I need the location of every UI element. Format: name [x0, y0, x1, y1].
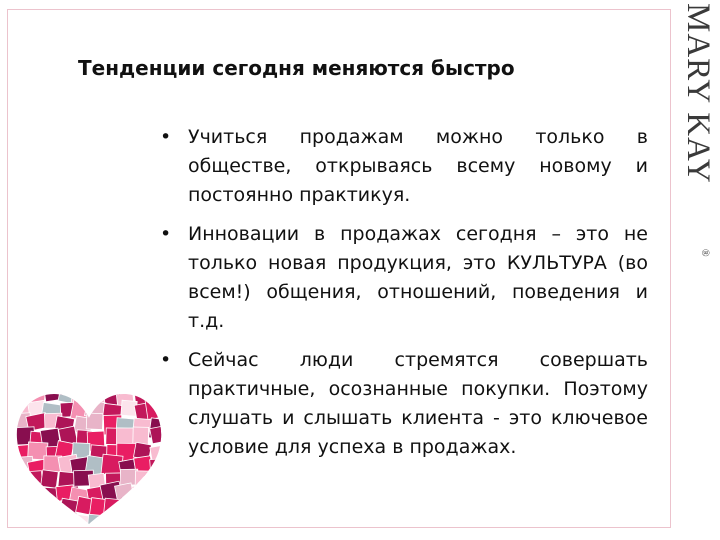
heart-tile	[86, 413, 103, 429]
heart-tile	[46, 501, 64, 517]
heart-mosaic-graphic	[14, 388, 164, 528]
heart-tile	[147, 498, 163, 513]
heart-tile	[116, 513, 140, 528]
heart-tile	[14, 388, 30, 404]
heart-tile	[135, 471, 151, 488]
heart-tile	[150, 511, 164, 528]
brand-logo-mark: ®	[699, 249, 710, 257]
heart-tile	[103, 498, 125, 518]
heart-tile	[145, 398, 164, 419]
heart-tile	[87, 514, 107, 528]
bullet-list	[148, 123, 648, 472]
heart-tile	[41, 470, 59, 488]
bullet-marker: •	[160, 126, 172, 148]
heart-tile	[14, 469, 31, 489]
bullet-text: Учиться продажам можно только в обществе, открываясь всему новому и постоянно практикуя.	[188, 126, 648, 206]
heart-tile	[148, 388, 164, 402]
brand-logo-graphic	[678, 0, 720, 262]
heart-tile	[15, 496, 39, 518]
heart-tile	[115, 483, 135, 506]
bullet-text: Сейчас люди стремятся совершать практичные, осознанные покупки. Поэтому слушать и слышать клиента - это ключевое условие для успеха в продажах.	[188, 349, 648, 458]
heart-tile	[26, 514, 44, 528]
heart-tile	[45, 515, 65, 528]
heart-mosaic-image	[14, 388, 164, 528]
heart-tile	[26, 498, 46, 518]
heart-tile	[145, 472, 164, 493]
heart-tile	[103, 514, 126, 528]
bullet-item	[148, 220, 648, 336]
bullet-marker: •	[160, 223, 172, 245]
brand-logo-text: MARY KAY	[680, 3, 716, 184]
brand-logo	[678, 0, 720, 262]
heart-tile	[133, 499, 152, 516]
heart-tile	[146, 485, 163, 504]
heart-tile	[150, 425, 164, 443]
heart-tile	[26, 471, 43, 487]
heart-tile	[14, 510, 33, 528]
heart-tile	[60, 512, 79, 528]
heart-tile	[116, 428, 134, 444]
heart-tile	[132, 486, 151, 501]
heart-tile	[17, 487, 38, 503]
slide-title: Тенденции сегодня меняются быстро	[78, 56, 515, 80]
bullet-item	[148, 346, 648, 462]
bullet-text: Инновации в продажах сегодня – это не только новая продукция, это КУЛЬТУРА (во всем!) общения, отношений, поведения и т.д.	[188, 223, 648, 332]
heart-tile	[135, 511, 156, 528]
bullet-item	[148, 123, 648, 210]
heart-tile	[119, 499, 137, 520]
heart-tile	[150, 459, 164, 476]
bullet-marker: •	[160, 349, 172, 371]
